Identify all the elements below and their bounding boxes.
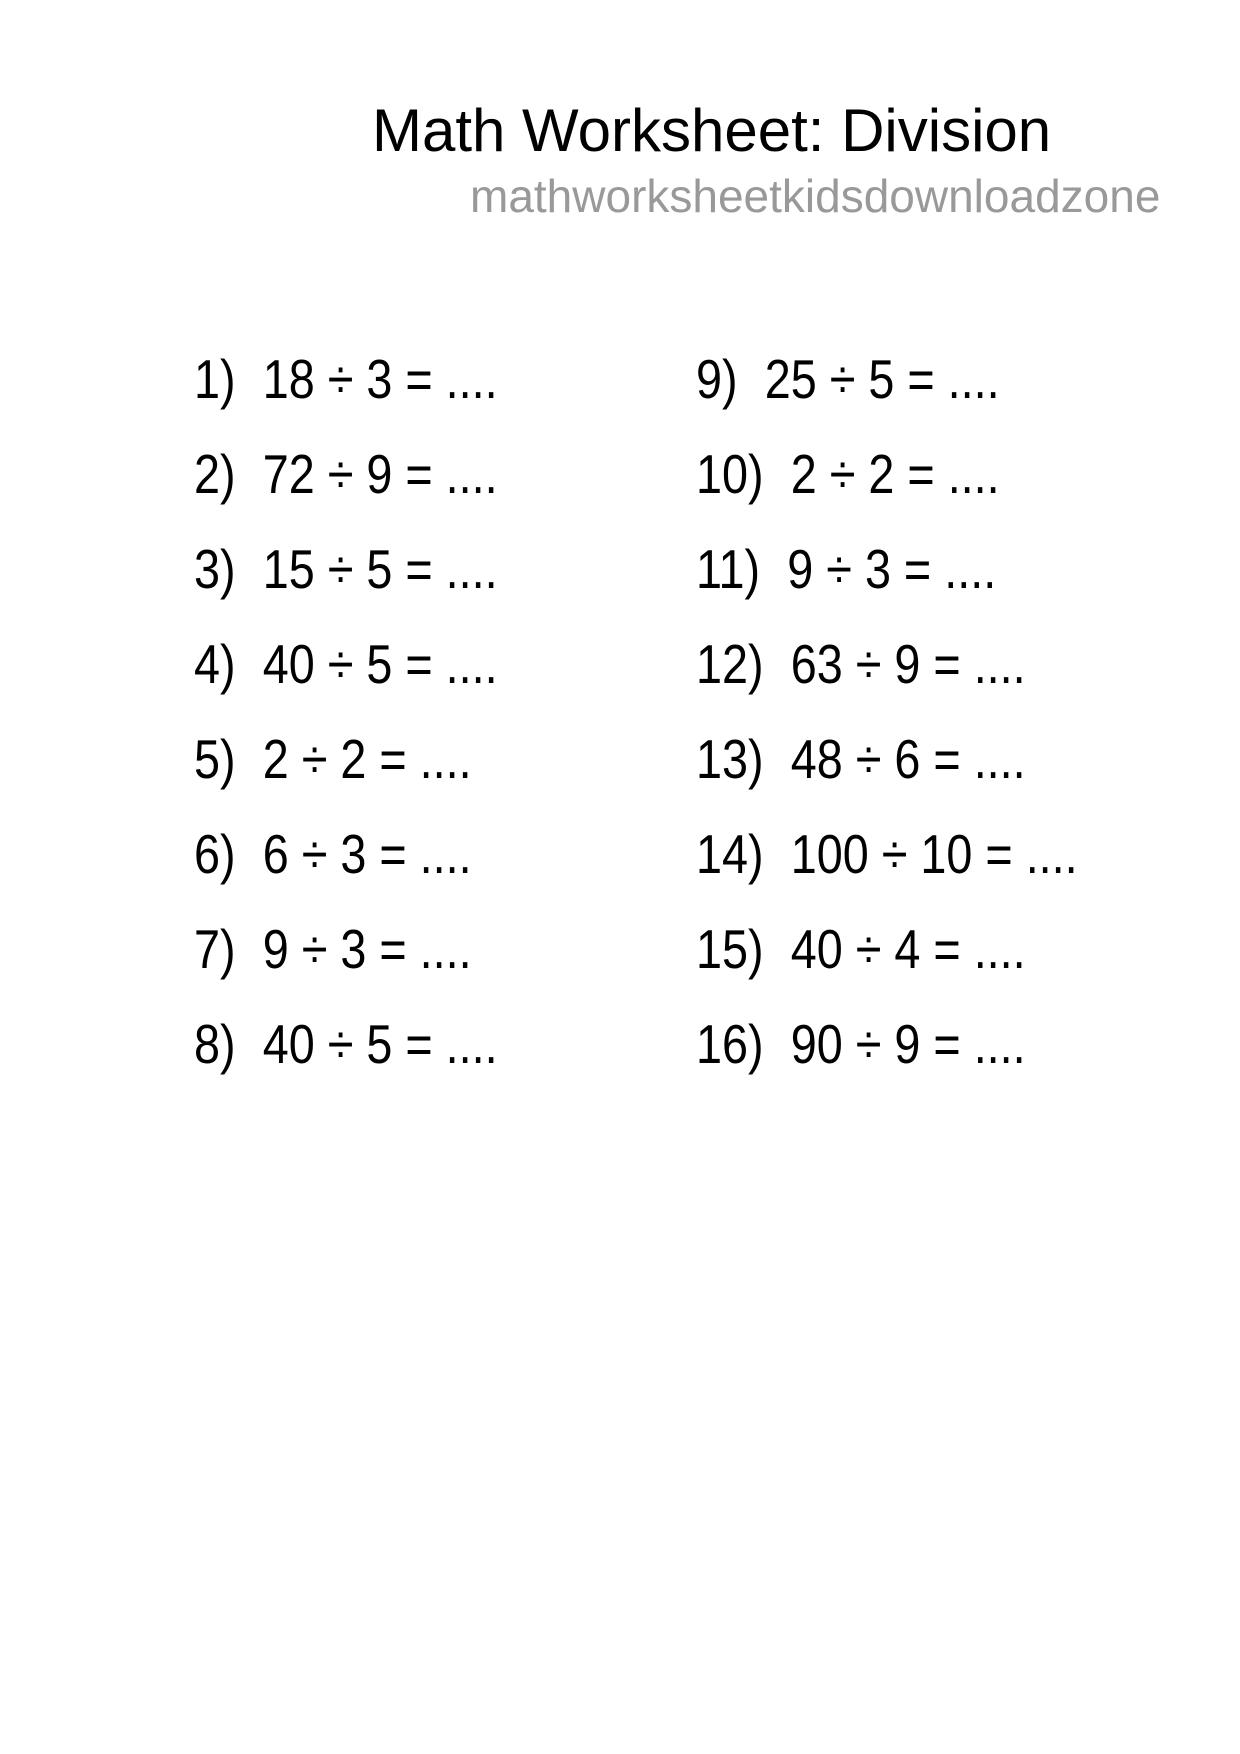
problem-item [194, 918, 498, 1017]
problem-expression: 2 ÷ 2 = .... [790, 443, 1000, 505]
problem-item [194, 443, 498, 542]
page-title: Math Worksheet: Division [372, 97, 1052, 164]
problem-item [194, 728, 498, 827]
problem-item [696, 728, 1078, 827]
problem-item [696, 538, 1078, 637]
problem-expression: 90 ÷ 9 = .... [790, 1013, 1026, 1075]
problem-expression: 40 ÷ 5 = .... [262, 633, 498, 695]
problem-number: 14) [696, 823, 764, 885]
problem-number: 5) [194, 728, 236, 790]
problem-expression: 9 ÷ 3 = .... [787, 538, 997, 600]
site-watermark: mathworksheetkidsdownloadzone [470, 170, 1161, 222]
problem-item [194, 823, 498, 922]
problem-number: 8) [194, 1013, 236, 1075]
problem-expression: 2 ÷ 2 = .... [262, 728, 472, 790]
problem-number: 6) [194, 823, 236, 885]
problem-item [696, 348, 1078, 447]
problem-item [194, 1013, 498, 1112]
problem-expression: 18 ÷ 3 = .... [262, 348, 498, 410]
problem-number: 10) [696, 443, 764, 505]
problems-column-left [194, 348, 551, 1112]
problem-number: 1) [194, 348, 236, 410]
problems-column-right [696, 348, 1145, 1112]
problem-item [194, 348, 498, 447]
problem-expression: 40 ÷ 4 = .... [790, 918, 1026, 980]
problem-item [194, 538, 498, 637]
problem-expression: 25 ÷ 5 = .... [764, 348, 1000, 410]
problem-expression: 100 ÷ 10 = .... [790, 823, 1078, 885]
problem-expression: 6 ÷ 3 = .... [262, 823, 472, 885]
problem-number: 13) [696, 728, 764, 790]
problem-item [696, 823, 1078, 922]
problem-expression: 48 ÷ 6 = .... [790, 728, 1026, 790]
problem-item [696, 633, 1078, 732]
problem-number: 7) [194, 918, 236, 980]
problem-number: 16) [696, 1013, 764, 1075]
problem-number: 11) [696, 538, 761, 600]
problem-number: 2) [194, 443, 236, 505]
problem-expression: 72 ÷ 9 = .... [262, 443, 498, 505]
problem-expression: 40 ÷ 5 = .... [262, 1013, 498, 1075]
problem-expression: 15 ÷ 5 = .... [262, 538, 498, 600]
problem-number: 3) [194, 538, 236, 600]
problem-item [696, 443, 1078, 542]
problem-item [194, 633, 498, 732]
problem-item [696, 918, 1078, 1017]
problem-expression: 63 ÷ 9 = .... [790, 633, 1026, 695]
problem-item [696, 1013, 1078, 1112]
problem-number: 4) [194, 633, 236, 695]
problem-number: 12) [696, 633, 764, 695]
problem-number: 15) [696, 918, 764, 980]
problem-number: 9) [696, 348, 738, 410]
problem-expression: 9 ÷ 3 = .... [262, 918, 472, 980]
